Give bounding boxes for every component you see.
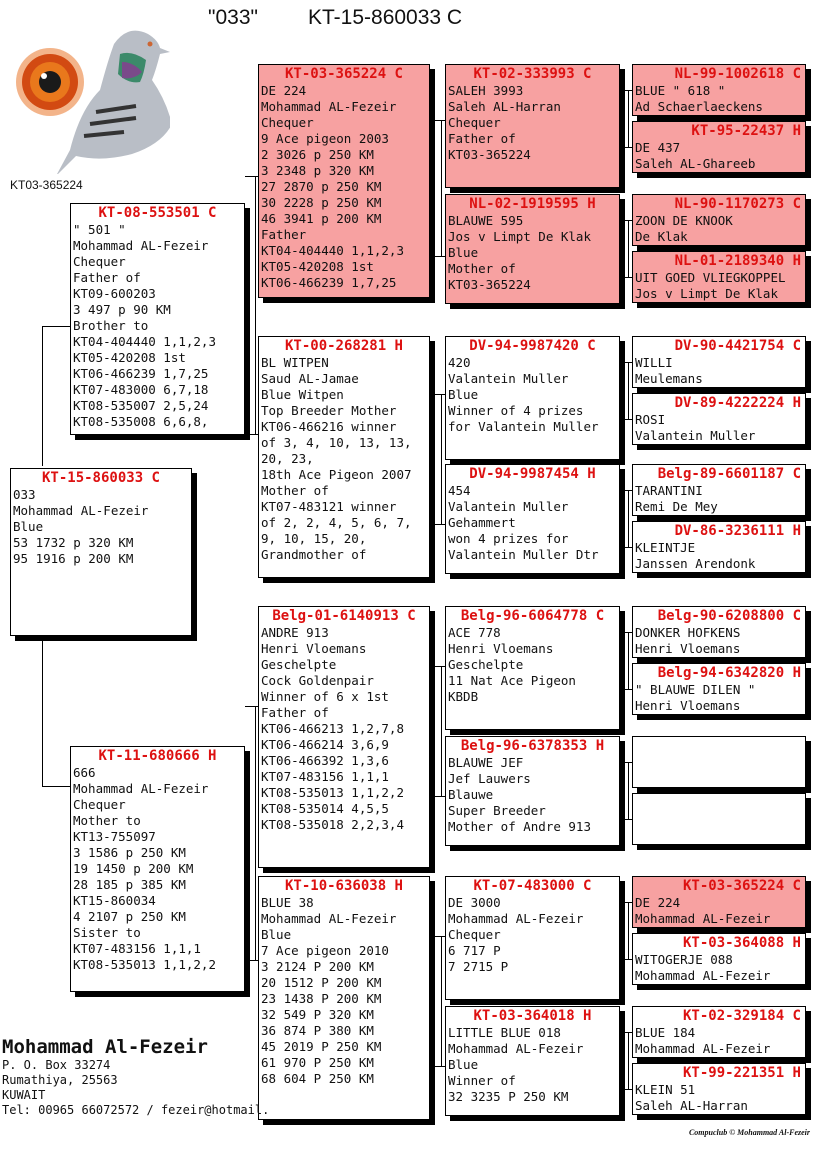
connector-line — [42, 786, 70, 787]
pedigree-line: DE 224 — [635, 895, 681, 910]
connector-line — [430, 936, 445, 937]
connector-line — [245, 434, 258, 435]
pedigree-line: 3 2348 p 320 KM — [261, 163, 374, 178]
pedigree-line: Jos v Limpt De Klak — [448, 229, 591, 244]
ring-number: KT-03-364018 H — [473, 1008, 592, 1024]
pedigree-line: De Klak — [635, 229, 688, 244]
pedigree-line: Grandmother of — [261, 547, 367, 562]
pigeon-photo — [10, 14, 170, 174]
gen4-card[interactable] — [445, 64, 620, 188]
ring-number: KT-07-483000 C — [473, 878, 592, 894]
connector-line — [441, 120, 442, 256]
gen5-card[interactable] — [632, 933, 806, 985]
pedigree-line: 9 Ace pigeon 2003 — [261, 131, 389, 146]
gen4-card[interactable] — [445, 736, 620, 846]
owner-line: Rumathiya, 25563 — [2, 1073, 118, 1087]
connector-line — [430, 1066, 445, 1067]
pedigree-line: KT07-483156 1,1,1 — [261, 769, 389, 784]
pedigree-line: Mohammad AL-Fezeir — [73, 781, 209, 796]
owner-line: Tel: 00965 66072572 / fezeir@hotmail. — [2, 1103, 270, 1117]
ring-number: NL-99-1002618 C — [674, 66, 801, 82]
ring-number: Belg-96-6064778 C — [460, 608, 605, 624]
connector-line — [620, 819, 632, 820]
ring-number: DV-89-4222224 H — [674, 395, 801, 411]
ring-number: Belg-90-6208800 C — [657, 608, 801, 624]
pedigree-line: 61 970 P 250 KM — [261, 1055, 374, 1070]
pedigree-line: Jef Lauwers — [448, 771, 531, 786]
connector-line — [430, 394, 445, 395]
pedigree-line: KT07-483000 6,7,18 — [73, 382, 209, 397]
gen5-card[interactable] — [632, 121, 806, 173]
pedigree-line: KT05-420208 1st — [73, 350, 186, 365]
pedigree-line: KT08-535013 1,1,2,2 — [73, 957, 216, 972]
connector-line — [430, 256, 445, 257]
ring-number: KT-03-365224 C — [284, 66, 403, 82]
pedigree-line: KLEINTJE — [635, 540, 696, 555]
sire-card[interactable] — [70, 203, 245, 435]
pedigree-line: Mohammad AL-Fezeir — [261, 99, 397, 114]
gen4-card[interactable] — [445, 1006, 620, 1116]
connector-line — [430, 796, 445, 797]
pedigree-line: Mohammad AL-Fezeir — [635, 1041, 771, 1056]
pedigree-line: Top Breeder Mother — [261, 403, 397, 418]
connector-line — [441, 394, 442, 524]
pedigree-line: BLUE " 618 " — [635, 83, 726, 98]
pedigree-line: Mohammad AL-Fezeir — [13, 503, 149, 518]
pedigree-line: Geschelpte — [448, 657, 524, 672]
pedigree-line: 7 2715 P — [448, 959, 509, 974]
connector-line — [628, 490, 629, 547]
connector-line — [620, 419, 632, 420]
gen5-card[interactable] — [632, 606, 806, 658]
connector-line — [620, 689, 632, 690]
connector-line — [628, 1032, 629, 1089]
pedigree-line: 19 1450 p 200 KM — [73, 861, 194, 876]
owner-line: KUWAIT — [2, 1088, 46, 1102]
gen5-card[interactable] — [632, 793, 806, 845]
pedigree-line: Saleh AL-Harran — [448, 99, 561, 114]
connector-line — [441, 666, 442, 796]
connector-line — [255, 176, 256, 434]
gen5-card[interactable] — [632, 1063, 806, 1115]
pedigree-line: " BLAUWE DILEN " — [635, 682, 756, 697]
pedigree-line: 18th Ace Pigeon 2007 — [261, 467, 412, 482]
ring-number: Belg-94-6342820 H — [657, 665, 801, 681]
pedigree-line: ACE 778 — [448, 625, 501, 640]
pedigree-line: BLAUWE JEF — [448, 755, 524, 770]
pedigree-line: KT05-420208 1st — [261, 259, 374, 274]
gen5-card[interactable] — [632, 876, 806, 928]
pedigree-line: KBDB — [448, 689, 479, 704]
pedigree-line: 9, 10, 15, 20, — [261, 531, 367, 546]
pedigree-line: Ad Schaerlaeckens — [635, 99, 763, 114]
connector-line — [620, 1089, 632, 1090]
gen5-card[interactable] — [632, 464, 806, 516]
pedigree-line: Blue — [261, 927, 292, 942]
pedigree-line: KT06-466392 1,3,6 — [261, 753, 389, 768]
pedigree-line: Geschelpte — [261, 657, 337, 672]
pedigree-line: 45 2019 P 250 KM — [261, 1039, 382, 1054]
pedigree-line: 32 3235 P 250 KM — [448, 1089, 569, 1104]
pedigree-line: Saud AL-Jamae — [261, 371, 359, 386]
header-name: "033" — [208, 6, 258, 29]
pedigree-line: ZOON DE KNOOK — [635, 213, 733, 228]
ring-number: KT-10-636038 H — [284, 878, 403, 894]
gen4-card[interactable] — [445, 464, 620, 574]
pedigree-line: 3 2124 P 200 KM — [261, 959, 374, 974]
pedigree-line: Mohammad AL-Fezeir — [448, 1041, 584, 1056]
pedigree-line: KT03-365224 — [448, 277, 531, 292]
credit-text: Compuclub © Mohammad Al-Fezeir — [688, 1128, 810, 1137]
pedigree-line: KT13-755097 — [73, 829, 156, 844]
pedigree-line: 53 1732 p 320 KM — [13, 535, 134, 550]
pedigree-line: 20, 23, — [261, 451, 314, 466]
pedigree-line: KT08-535013 1,1,2,2 — [261, 785, 404, 800]
ring-number: KT-03-364088 H — [682, 935, 801, 951]
pedigree-line: ROSI — [635, 412, 666, 427]
pedigree-line: Sister to — [73, 925, 141, 940]
pedigree-line: Mother of — [448, 261, 516, 276]
pedigree-line: KT06-466213 1,2,7,8 — [261, 721, 404, 736]
pedigree-line: ANDRE 913 — [261, 625, 329, 640]
gen5-card[interactable] — [632, 336, 806, 388]
gen5-card[interactable] — [632, 736, 806, 788]
ring-number: KT-11-680666 H — [98, 748, 217, 764]
pedigree-line: 20 1512 P 200 KM — [261, 975, 382, 990]
pedigree-line: Valantein Muller Dtr — [448, 547, 599, 562]
pedigree-line: Father of — [261, 705, 329, 720]
pedigree-line: Winner of 6 x 1st — [261, 689, 389, 704]
pedigree-line: KT06-466239 1,7,25 — [73, 366, 209, 381]
ring-number: KT-00-268281 H — [284, 338, 403, 354]
gen5-card[interactable] — [632, 1006, 806, 1058]
owner-name: Mohammad Al-Fezeir — [2, 1036, 208, 1058]
gen5-card[interactable] — [632, 64, 806, 116]
ring-number: Belg-01-6140913 C — [272, 608, 416, 624]
pedigree-line: BL WITPEN — [261, 355, 329, 370]
pedigree-line: DONKER HOFKENS — [635, 625, 741, 640]
ring-number: DV-86-3236111 H — [674, 523, 801, 539]
pedigree-line: 27 2870 p 250 KM — [261, 179, 382, 194]
pedigree-line: Mohammad AL-Fezeir — [261, 911, 397, 926]
pedigree-line: Father of — [73, 270, 141, 285]
pedigree-line: Valantein Muller — [635, 428, 756, 443]
pedigree-line: KT07-483121 winner — [261, 499, 397, 514]
pedigree-line: KT08-535007 2,5,24 — [73, 398, 209, 413]
pedigree-line: 3 1586 p 250 KM — [73, 845, 186, 860]
pedigree-line: KT07-483156 1,1,1 — [73, 941, 201, 956]
pedigree-line: KT04-404440 1,1,2,3 — [261, 243, 404, 258]
ring-number: NL-02-1919595 H — [469, 196, 596, 212]
gen4-card[interactable] — [445, 606, 620, 730]
pedigree-line: 4 2107 p 250 KM — [73, 909, 186, 924]
ring-number: NL-01-2189340 H — [674, 253, 801, 269]
pedigree-line: KT04-404440 1,1,2,3 — [73, 334, 216, 349]
connector-line — [430, 524, 445, 525]
pedigree-line: 2 3026 p 250 KM — [261, 147, 374, 162]
ring-number: Belg-96-6378353 H — [460, 738, 605, 754]
pedigree-line: Blue — [13, 519, 44, 534]
ring-number: KT-03-365224 C — [682, 878, 801, 894]
pedigree-line: Saleh AL-Harran — [635, 1098, 748, 1113]
connector-line — [620, 632, 632, 633]
gen4-card[interactable] — [445, 194, 620, 304]
pedigree-line: Gehammert — [448, 515, 516, 530]
pedigree-line: Valantein Muller — [448, 499, 569, 514]
pedigree-line: BLAUWE 595 — [448, 213, 524, 228]
gen3-card[interactable] — [258, 876, 430, 1120]
gen5-card[interactable] — [632, 521, 806, 573]
connector-line — [628, 220, 629, 277]
pedigree-line: Chequer — [448, 115, 501, 130]
gen5-card[interactable] — [632, 663, 806, 715]
connector-line — [441, 936, 442, 1066]
pedigree-line: Blue — [448, 245, 479, 260]
pedigree-line: Mohammad AL-Fezeir — [635, 968, 771, 983]
pedigree-line: Henri Vloemans — [635, 641, 741, 656]
connector-line — [245, 706, 258, 707]
gen3-card[interactable] — [258, 336, 430, 578]
connector-line — [42, 326, 43, 466]
pedigree-line: Father — [261, 227, 307, 242]
pedigree-line: KT09-600203 — [73, 286, 156, 301]
pigeon-eye-icon — [10, 14, 170, 174]
dam-card[interactable] — [70, 746, 245, 992]
owner-block — [2, 1036, 269, 1118]
pedigree-line: 6 717 P — [448, 943, 501, 958]
pedigree-line: Father of — [448, 131, 516, 146]
ring-number: KT-02-329184 C — [682, 1008, 801, 1024]
gen4-card[interactable] — [445, 336, 620, 460]
pedigree-line: KLEIN 51 — [635, 1082, 696, 1097]
pedigree-line: " 501 " — [73, 222, 126, 237]
connector-line — [620, 547, 632, 548]
ring-number: NL-90-1170273 C — [674, 196, 801, 212]
pedigree-line: Meulemans — [635, 371, 703, 386]
pedigree-line: Mohammad AL-Fezeir — [73, 238, 209, 253]
connector-line — [620, 277, 632, 278]
ring-number: DV-90-4421754 C — [674, 338, 801, 354]
pedigree-line: 36 874 P 380 KM — [261, 1023, 374, 1038]
pedigree-line: KT08-535014 4,5,5 — [261, 801, 389, 816]
connector-line — [628, 90, 629, 147]
connector-line — [620, 220, 632, 221]
pedigree-line: won 4 prizes for — [448, 531, 569, 546]
connector-line — [620, 90, 632, 91]
connector-line — [620, 1032, 632, 1033]
pedigree-line: 11 Nat Ace Pigeon — [448, 673, 576, 688]
gen5-card[interactable] — [632, 393, 806, 445]
pedigree-line: 46 3941 p 200 KM — [261, 211, 382, 226]
pedigree-line: Mohammad AL-Fezeir — [635, 911, 771, 926]
pedigree-line: Henri Vloemans — [448, 641, 554, 656]
header-ring: KT-15-860033 C — [308, 6, 463, 29]
pedigree-line: Blue — [448, 387, 479, 402]
pedigree-line: KT06-466214 3,6,9 — [261, 737, 389, 752]
pedigree-line: 28 185 p 385 KM — [73, 877, 186, 892]
pedigree-line: DE 224 — [261, 83, 307, 98]
pedigree-line: 30 2228 p 250 KM — [261, 195, 382, 210]
pedigree-line: KT03-365224 — [448, 147, 531, 162]
pedigree-line: for Valantein Muller — [448, 419, 599, 434]
pedigree-line: Valantein Muller — [448, 371, 569, 386]
pedigree-line: KT15-860034 — [73, 893, 156, 908]
pedigree-line: Winner of 4 prizes — [448, 403, 584, 418]
connector-line — [620, 362, 632, 363]
connector-line — [628, 762, 629, 819]
pedigree-line: of 2, 2, 4, 5, 6, 7, — [261, 515, 412, 530]
pedigree-line: 32 549 P 320 KM — [261, 1007, 374, 1022]
pedigree-line: Blue — [448, 1057, 479, 1072]
connector-line — [430, 666, 445, 667]
connector-line — [42, 326, 70, 327]
pedigree-line: Mother to — [73, 813, 141, 828]
pedigree-line: Henri Vloemans — [261, 641, 367, 656]
photo-caption: KT03-365224 — [10, 178, 83, 192]
gen3-card[interactable] — [258, 606, 430, 868]
gen5-card[interactable] — [632, 194, 806, 246]
connector-line — [628, 902, 629, 959]
pedigree-line: KT06-466216 winner — [261, 419, 397, 434]
pedigree-line: Janssen Arendonk — [635, 556, 756, 571]
pedigree-line: Cock Goldenpair — [261, 673, 374, 688]
connector-line — [620, 902, 632, 903]
pedigree-line: Chequer — [448, 927, 501, 942]
pedigree-line: Blauwe — [448, 787, 494, 802]
gen5-card[interactable] — [632, 251, 806, 303]
pedigree-line: BLUE 184 — [635, 1025, 696, 1040]
pedigree-line: 23 1438 P 200 KM — [261, 991, 382, 1006]
pedigree-line: UIT GOED VLIEGKOPPEL — [635, 270, 786, 285]
pedigree-line: KT06-466239 1,7,25 — [261, 275, 397, 290]
connector-line — [255, 706, 256, 960]
pedigree-line: 454 — [448, 483, 471, 498]
connector-line — [245, 176, 258, 177]
pedigree-line: Mother of Andre 913 — [448, 819, 591, 834]
pedigree-line: 7 Ace pigeon 2010 — [261, 943, 389, 958]
pedigree-line: Winner of — [448, 1073, 516, 1088]
pedigree-line: 666 — [73, 765, 96, 780]
pedigree-line: KT08-535008 6,6,8, — [73, 414, 209, 429]
pedigree-line: of 3, 4, 10, 13, 13, — [261, 435, 412, 450]
gen4-card[interactable] — [445, 876, 620, 1000]
subject-card[interactable] — [10, 468, 192, 636]
gen3-card[interactable] — [258, 64, 430, 298]
pedigree-line: Blue Witpen — [261, 387, 344, 402]
ring-number: KT-95-22437 H — [691, 123, 801, 139]
connector-line — [430, 120, 445, 121]
ring-number: DV-94-9987454 H — [469, 466, 596, 482]
ring-number: KT-02-333993 C — [473, 66, 592, 82]
pedigree-line: Mother of — [261, 483, 329, 498]
pedigree-line: Brother to — [73, 318, 149, 333]
pedigree-line: 033 — [13, 487, 36, 502]
pedigree-line: 95 1916 p 200 KM — [13, 551, 134, 566]
pedigree-line: 420 — [448, 355, 471, 370]
pedigree-line: Jos v Limpt De Klak — [635, 286, 778, 301]
ring-number: KT-15-860033 C — [41, 470, 160, 486]
ring-number: KT-08-553501 C — [98, 205, 217, 221]
pedigree-line: TARANTINI — [635, 483, 703, 498]
connector-line — [628, 632, 629, 689]
ring-number: DV-94-9987420 C — [469, 338, 596, 354]
connector-line — [42, 636, 43, 786]
pedigree-line: Super Breeder — [448, 803, 546, 818]
ring-number: KT-99-221351 H — [682, 1065, 801, 1081]
pedigree-line: Henri Vloemans — [635, 698, 741, 713]
ring-number: Belg-89-6601187 C — [657, 466, 801, 482]
pedigree-line: Mohammad AL-Fezeir — [448, 911, 584, 926]
connector-line — [245, 960, 258, 961]
connector-line — [620, 147, 632, 148]
pedigree-line: DE 3000 — [448, 895, 501, 910]
pedigree-line: Saleh AL-Ghareeb — [635, 156, 756, 171]
connector-line — [620, 490, 632, 491]
pedigree-line: 3 497 p 90 KM — [73, 302, 171, 317]
pedigree-line: Chequer — [73, 254, 126, 269]
pedigree-line: WILLI — [635, 355, 673, 370]
connector-line — [628, 362, 629, 419]
pedigree-line: BLUE 38 — [261, 895, 314, 910]
pedigree-line: WITOGERJE 088 — [635, 952, 733, 967]
pedigree-line: 68 604 P 250 KM — [261, 1071, 374, 1086]
pedigree-line: Chequer — [261, 115, 314, 130]
pedigree-line: DE 437 — [635, 140, 681, 155]
pedigree-line: Chequer — [73, 797, 126, 812]
pedigree-line: KT08-535018 2,2,3,4 — [261, 817, 404, 832]
connector-line — [620, 959, 632, 960]
pedigree-line: SALEH 3993 — [448, 83, 524, 98]
owner-line: P. O. Box 33274 — [2, 1058, 111, 1072]
pedigree-line: LITTLE BLUE 018 — [448, 1025, 561, 1040]
connector-line — [620, 762, 632, 763]
pedigree-line: Remi De Mey — [635, 499, 718, 514]
